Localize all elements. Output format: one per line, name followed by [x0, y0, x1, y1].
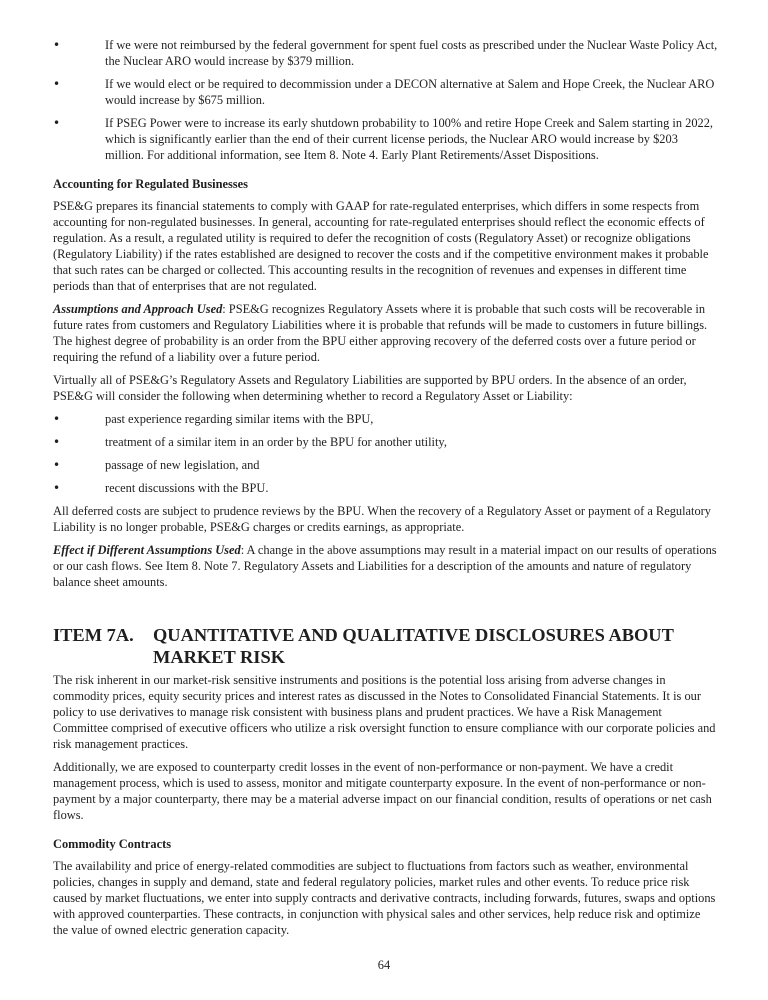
- paragraph: The risk inherent in our market-risk sensitive instruments and positions is the potential loss arising from adverse changes in commodity prices, equity security prices and interest rates as discussed in the Notes to Consolidated Financial Statements. It is our policy to use derivatives to manage risk consistent with business plans and prudent practices. We have a Risk Management Committee comprised of executive officers who utilize a risk oversight function to ensure compliance with our corporate policies and risk management practices.: [53, 673, 716, 751]
- bullet-icon: •: [53, 38, 61, 52]
- list-item: [53, 411, 718, 427]
- list-item: [53, 480, 718, 496]
- paragraph: Virtually all of PSE&G’s Regulatory Assets and Regulatory Liabilities are supported by BPU orders. In the absence of an order, PSE&G will consider the following when determining whether to record a Regulatory Asset or Liability:: [53, 373, 687, 403]
- section-heading-commodity: Commodity Contracts: [53, 837, 172, 851]
- list-item: [53, 115, 718, 163]
- inline-label: Effect if Different Assumptions Used: [53, 543, 241, 557]
- bullet-text: treatment of a similar item in an order by the BPU for another utility,: [105, 435, 447, 449]
- bullet-icon: •: [53, 435, 61, 449]
- bullet-icon: •: [53, 458, 61, 472]
- bullet-text: If we were not reimbursed by the federal government for spent fuel costs as prescribed under the Nuclear Waste Policy Act, the Nuclear ARO would increase by $379 million.: [105, 38, 718, 68]
- inline-label: Assumptions and Approach Used: [53, 302, 223, 316]
- paragraph: All deferred costs are subject to prudence reviews by the BPU. When the recovery of a Regulatory Asset or payment of a Regulatory Liability is no longer probable, PSE&G charges or credits earnings, as appropriate.: [53, 504, 711, 534]
- bullet-icon: •: [53, 481, 61, 495]
- list-item: [53, 457, 718, 473]
- item-number: ITEM 7A.: [53, 625, 134, 645]
- item-heading: [53, 624, 718, 668]
- bullet-text: recent discussions with the BPU.: [105, 481, 269, 495]
- inline-text: : PSE&G recognizes Regulatory Assets where it is probable that such costs will be recoverable in future rates from customers and Regulatory Liabilities where it is probable that refunds will be made to customers in future billings. The highest degree of probability is an order from the BPU either approving recovery of the deferred costs over a future period or requiring the refund of a liability over a future period.: [53, 302, 708, 364]
- bullet-icon: •: [53, 77, 61, 91]
- paragraph-effect: [53, 542, 718, 590]
- item-title: QUANTITATIVE AND QUALITATIVE DISCLOSURES ABOUT MARKET RISK: [153, 625, 674, 667]
- bullet-text: If PSEG Power were to increase its early shutdown probability to 100% and retire Hope Creek and Salem starting in 2022, which is significantly earlier than the end of their current license periods, the Nuclear ARO would increase by $203 million. For additional information, see Item 8. Note 4. Early Plant Retirements/Asset Dispositions.: [105, 116, 714, 162]
- bullet-icon: •: [53, 412, 61, 426]
- bullet-text: If we would elect or be required to decommission under a DECON alternative at Salem and Hope Creek, the Nuclear ARO would increase by $675 million.: [105, 77, 715, 107]
- bullet-icon: •: [53, 116, 61, 130]
- bullet-text: passage of new legislation, and: [105, 458, 260, 472]
- inline-text: : A change in the above assumptions may result in a material impact on our results of operations or our cash flows. See Item 8. Note 7. Regulatory Assets and Liabilities for a description of the amounts and nature of regulatory balance sheet amounts.: [53, 543, 717, 589]
- section-heading-regulated: Accounting for Regulated Businesses: [53, 177, 248, 191]
- list-item: [53, 76, 718, 108]
- document-page: [53, 37, 718, 945]
- list-item: [53, 434, 718, 450]
- list-item: [53, 37, 718, 69]
- paragraph-assumptions: [53, 301, 718, 365]
- bullet-text: past experience regarding similar items with the BPU,: [105, 412, 374, 426]
- page-number: 64: [377, 958, 391, 972]
- paragraph: PSE&G prepares its financial statements to comply with GAAP for rate-regulated enterprises, which differs in some respects from accounting for non-regulated businesses. In general, accounting for rate-regulated enterprises should reflect the economic effects of regulation. As a result, a regulated utility is required to defer the recognition of costs (Regulatory Asset) or recognize obligations (Regulatory Liability) if the rates established are designed to recover the costs and if the competitive environment makes it probable that such rates can be charged or collected. This accounting results in the recognition of revenues and expenses in different time periods than that of enterprises that are not regulated.: [53, 199, 709, 293]
- paragraph: The availability and price of energy-related commodities are subject to fluctuations from factors such as weather, environmental policies, changes in supply and demand, state and federal regulatory policies, market rules and other events. To reduce price risk caused by market fluctuations, we enter into supply contracts and derivative contracts, including forwards, futures, swaps and options with approved counterparties. These contracts, in conjunction with physical sales and other services, help reduce risk and optimize the value of owned electric generation capacity.: [53, 859, 716, 937]
- paragraph: Additionally, we are exposed to counterparty credit losses in the event of non-performance or non-payment. We have a credit management process, which is used to assess, monitor and mitigate counterparty exposure. In the event of non-performance or non-payment by a major counterparty, there may be a material adverse impact on our financial condition, results of operations or net cash flows.: [53, 760, 712, 822]
